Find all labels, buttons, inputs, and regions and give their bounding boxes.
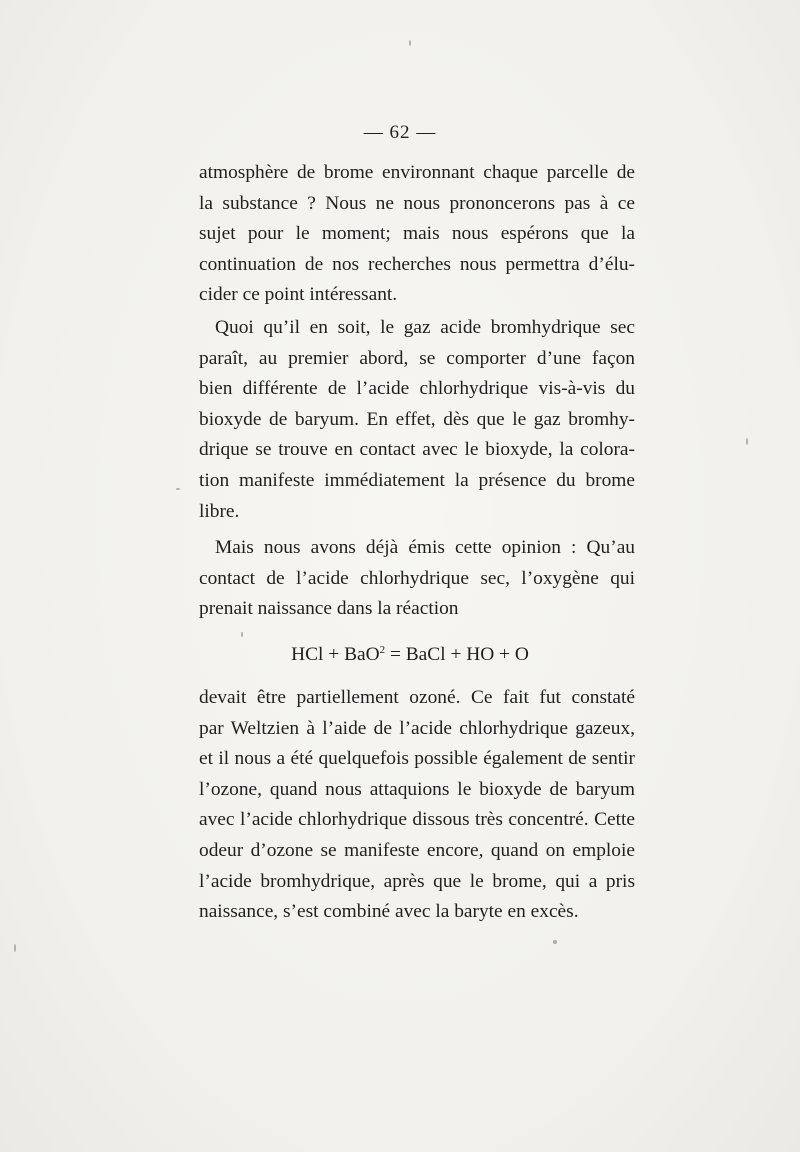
paper-speck (409, 40, 411, 46)
text-line: odeur d’ozone se manifeste encore, quand on emploie (199, 839, 635, 861)
paper-speck (176, 488, 180, 490)
paper-speck (553, 940, 557, 944)
text-line: par Weltzien à l’aide de l’acide chlorhydrique gazeux, (199, 717, 635, 739)
text-line: la substance ? Nous ne nous prononcerons pas à ce (199, 192, 635, 214)
formula-right: = BaCl + HO + O (385, 644, 529, 665)
text-line: sujet pour le moment; mais nous espérons que la (199, 223, 635, 245)
paragraph-3 (199, 533, 635, 625)
text-line: cider ce point intéressant. (199, 284, 398, 306)
paragraph-1 (199, 158, 635, 311)
text-line: Quoi qu’il en soit, le gaz acide bromhydrique sec (215, 317, 635, 338)
paragraph-2 (199, 313, 635, 527)
text-line: atmosphère de brome environnant chaque parcelle de (199, 162, 635, 183)
paper-speck (14, 944, 16, 952)
text-line: drique se trouve en contact avec le bioxyde, la colora- (199, 439, 635, 461)
paper-speck (746, 438, 748, 445)
text-line: continuation de nos recherches nous permettra d’élu- (199, 253, 635, 275)
paragraph-4 (199, 683, 635, 928)
text-line: contact de l’acide chlorhydrique sec, l’oxygène qui (199, 567, 635, 589)
text-line: l’acide bromhydrique, après que le brome, qui a pris (199, 870, 635, 892)
chemical-formula (0, 640, 800, 670)
text-line: et il nous a été quelquefois possible également de sentir (199, 748, 635, 770)
page-number: — 62 — (363, 122, 437, 143)
formula-superscript: 2 (379, 644, 386, 656)
paper-speck (241, 632, 243, 637)
formula-left: HCl + BaO (291, 644, 380, 665)
text-line: tion manifeste immédiatement la présence du brome (199, 469, 635, 491)
text-line: devait être partiellement ozoné. Ce fait fut constaté (199, 687, 635, 708)
text-line: Mais nous avons déjà émis cette opinion : Qu’au (215, 537, 635, 558)
text-line: naissance, s’est combiné avec la baryte en excès. (199, 901, 579, 923)
text-line: paraît, au premier abord, se comporter d’une façon (199, 347, 635, 369)
text-line: bien différente de l’acide chlorhydrique vis-à-vis du (199, 378, 635, 400)
text-line: libre. (199, 500, 240, 522)
text-line: prenait naissance dans la réaction (199, 598, 459, 620)
text-line: bioxyde de baryum. En effet, dès que le gaz bromhy- (199, 408, 635, 430)
text-line: l’ozone, quand nous attaquions le bioxyde de baryum (199, 778, 635, 800)
text-line: avec l’acide chlorhydrique dissous très concentré. Cette (199, 809, 635, 831)
